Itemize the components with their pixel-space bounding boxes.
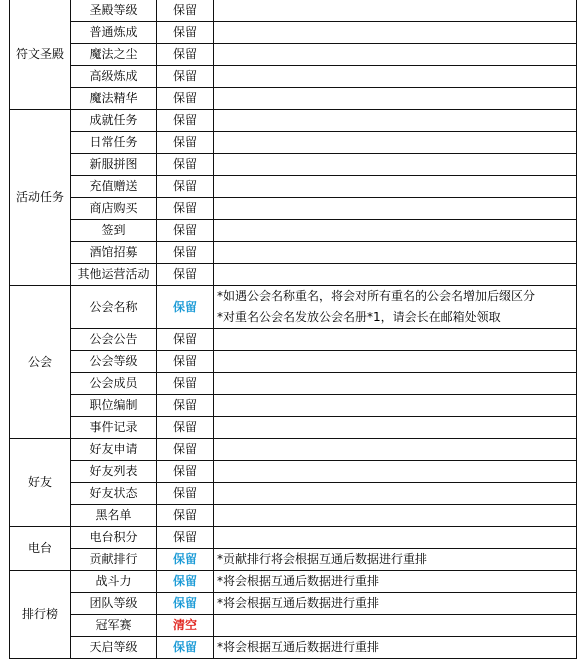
item-cell: 普通炼成 — [71, 22, 157, 44]
table-row — [10, 22, 577, 44]
item-cell: 公会公告 — [71, 329, 157, 351]
table-row — [10, 615, 577, 637]
status-cell: 保留 — [157, 373, 214, 395]
table-row — [10, 220, 577, 242]
category-cell: 电台 — [10, 527, 71, 571]
table-row — [10, 637, 577, 659]
status-cell: 保留 — [157, 264, 214, 286]
note-cell — [214, 439, 577, 461]
table-row — [10, 505, 577, 527]
item-cell: 新服拼图 — [71, 154, 157, 176]
note-line: *对重名公会名发放公会名册*1，请会长在邮箱处领取 — [217, 310, 501, 324]
status-cell: 保留 — [157, 22, 214, 44]
note-cell — [214, 242, 577, 264]
status-cell: 保留 — [157, 154, 214, 176]
table-row — [10, 329, 577, 351]
item-cell: 公会等级 — [71, 351, 157, 373]
note-cell — [214, 66, 577, 88]
item-cell: 黑名单 — [71, 505, 157, 527]
note-cell — [214, 132, 577, 154]
table-row — [10, 286, 577, 329]
table-row — [10, 242, 577, 264]
note-cell — [214, 615, 577, 637]
item-cell: 酒馆招募 — [71, 242, 157, 264]
table-row — [10, 483, 577, 505]
note-cell — [214, 351, 577, 373]
note-cell — [214, 44, 577, 66]
table-row — [10, 395, 577, 417]
item-cell: 魔法之尘 — [71, 44, 157, 66]
table-row — [10, 373, 577, 395]
table-row — [10, 417, 577, 439]
table-row — [10, 549, 577, 571]
status-cell: 保留 — [157, 242, 214, 264]
item-cell: 天启等级 — [71, 637, 157, 659]
status-cell: 保留 — [157, 110, 214, 132]
note-cell — [214, 220, 577, 242]
note-cell — [214, 88, 577, 110]
note-line: *将会根据互通后数据进行重排 — [217, 596, 380, 610]
table-row — [10, 527, 577, 549]
item-cell: 贡献排行 — [71, 549, 157, 571]
item-cell: 高级炼成 — [71, 66, 157, 88]
table-row — [10, 0, 577, 22]
note-cell — [214, 505, 577, 527]
category-cell: 符文圣殿 — [10, 0, 71, 110]
table-row — [10, 461, 577, 483]
note-cell — [214, 286, 577, 329]
item-cell: 好友状态 — [71, 483, 157, 505]
table-row — [10, 439, 577, 461]
status-cell: 保留 — [157, 417, 214, 439]
table-row — [10, 351, 577, 373]
note-cell — [214, 110, 577, 132]
category-cell: 活动任务 — [10, 110, 71, 286]
item-cell: 团队等级 — [71, 593, 157, 615]
note-cell — [214, 549, 577, 571]
status-cell: 保留 — [157, 286, 214, 329]
note-cell — [214, 395, 577, 417]
item-cell: 公会成员 — [71, 373, 157, 395]
note-cell — [214, 22, 577, 44]
item-cell: 其他运营活动 — [71, 264, 157, 286]
item-cell: 成就任务 — [71, 110, 157, 132]
category-cell: 公会 — [10, 286, 71, 439]
status-cell: 保留 — [157, 132, 214, 154]
note-cell — [214, 154, 577, 176]
status-cell: 保留 — [157, 593, 214, 615]
item-cell: 冠军赛 — [71, 615, 157, 637]
status-cell: 保留 — [157, 351, 214, 373]
status-cell: 保留 — [157, 66, 214, 88]
data-transfer-table — [9, 0, 577, 659]
status-cell: 保留 — [157, 44, 214, 66]
item-cell: 公会名称 — [71, 286, 157, 329]
status-cell: 保留 — [157, 527, 214, 549]
table-row — [10, 593, 577, 615]
item-cell: 好友申请 — [71, 439, 157, 461]
item-cell: 商店购买 — [71, 198, 157, 220]
table-row — [10, 264, 577, 286]
item-cell: 电台积分 — [71, 527, 157, 549]
note-line: *贡献排行将会根据互通后数据进行重排 — [217, 552, 428, 566]
item-cell: 签到 — [71, 220, 157, 242]
note-cell — [214, 198, 577, 220]
table-row — [10, 132, 577, 154]
note-line: *将会根据互通后数据进行重排 — [217, 574, 380, 588]
note-cell — [214, 176, 577, 198]
table-row — [10, 88, 577, 110]
status-cell: 保留 — [157, 549, 214, 571]
item-cell: 日常任务 — [71, 132, 157, 154]
item-cell: 魔法精华 — [71, 88, 157, 110]
note-cell — [214, 571, 577, 593]
table-body — [10, 0, 577, 659]
note-line: *将会根据互通后数据进行重排 — [217, 640, 380, 654]
status-cell: 清空 — [157, 615, 214, 637]
note-cell — [214, 637, 577, 659]
status-cell: 保留 — [157, 395, 214, 417]
note-cell — [214, 329, 577, 351]
status-cell: 保留 — [157, 88, 214, 110]
note-cell — [214, 483, 577, 505]
note-cell — [214, 527, 577, 549]
status-cell: 保留 — [157, 637, 214, 659]
status-cell: 保留 — [157, 220, 214, 242]
status-cell: 保留 — [157, 571, 214, 593]
item-cell: 职位编制 — [71, 395, 157, 417]
status-cell: 保留 — [157, 439, 214, 461]
status-cell: 保留 — [157, 176, 214, 198]
table-row — [10, 110, 577, 132]
status-cell: 保留 — [157, 198, 214, 220]
status-cell: 保留 — [157, 329, 214, 351]
status-cell: 保留 — [157, 505, 214, 527]
table-row — [10, 66, 577, 88]
note-cell — [214, 264, 577, 286]
category-cell: 排行榜 — [10, 571, 71, 659]
note-cell — [214, 461, 577, 483]
note-cell — [214, 593, 577, 615]
table-row — [10, 176, 577, 198]
note-cell — [214, 373, 577, 395]
status-cell: 保留 — [157, 0, 214, 22]
category-cell: 好友 — [10, 439, 71, 527]
note-cell — [214, 0, 577, 22]
item-cell: 事件记录 — [71, 417, 157, 439]
note-line: *如遇公会名称重名，将会对所有重名的公会名增加后缀区分 — [217, 289, 536, 303]
status-cell: 保留 — [157, 461, 214, 483]
status-cell: 保留 — [157, 483, 214, 505]
item-cell: 圣殿等级 — [71, 0, 157, 22]
item-cell: 好友列表 — [71, 461, 157, 483]
item-cell: 充值赠送 — [71, 176, 157, 198]
table-row — [10, 44, 577, 66]
item-cell: 战斗力 — [71, 571, 157, 593]
table-row — [10, 154, 577, 176]
table-row — [10, 198, 577, 220]
table-row — [10, 571, 577, 593]
note-cell — [214, 417, 577, 439]
